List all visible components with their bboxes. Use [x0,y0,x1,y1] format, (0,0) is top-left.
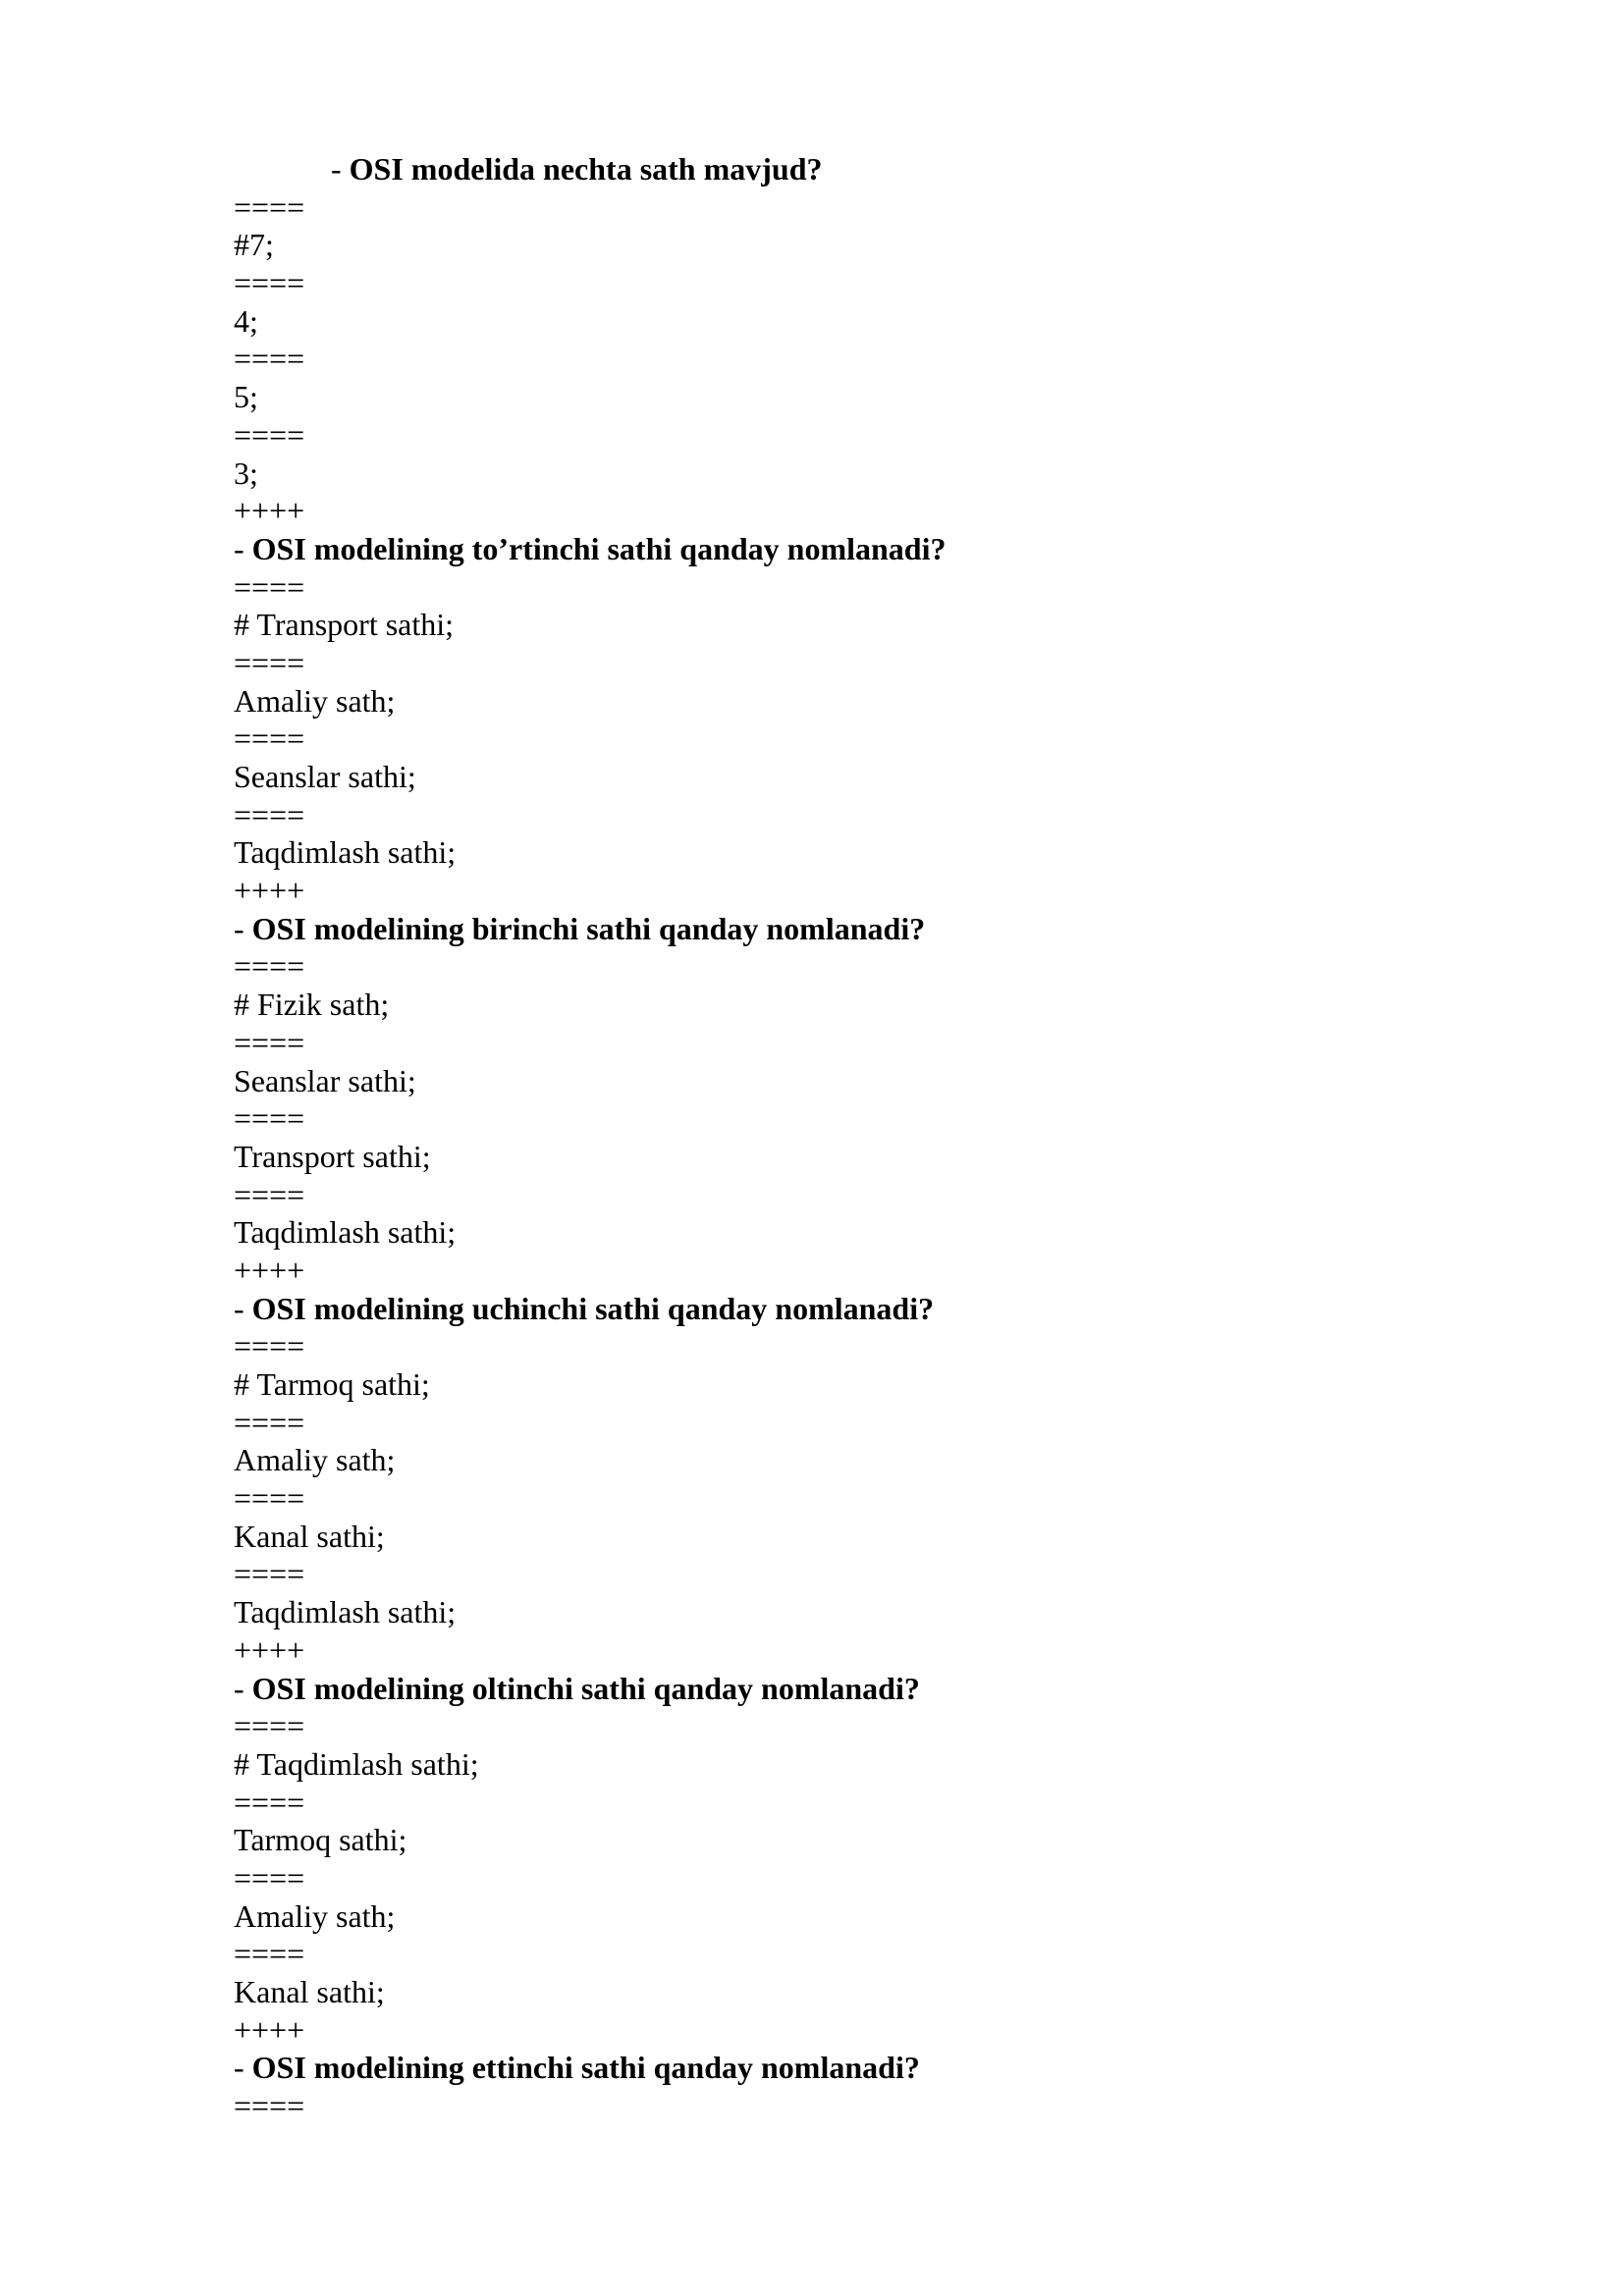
answer-option: Seanslar sathi; [234,759,416,794]
separator-line: ==== [234,1176,305,1212]
question-text: OSI modelining ettinchi sathi qanday nomlanadi? [251,2050,920,2086]
separator-line: ++++ [234,2011,305,2048]
separator-line: ==== [234,1708,305,1744]
separator-line: ==== [234,1404,305,1440]
answer-option: Transport sathi; [234,1138,431,1174]
answer-option: Taqdimlash sathi; [234,834,457,871]
question-dash: - [234,530,252,566]
answer-option: Amaliy sath; [234,1897,396,1934]
separator-line: ==== [234,2088,305,2124]
question-dash: - [331,151,350,187]
separator-line: ==== [234,188,305,225]
answer-option: # Fizik sath; [234,987,390,1023]
separator-line: ==== [234,948,305,985]
question-heading [234,150,1412,188]
answer-option: Tarmoq sathi; [234,1822,407,1858]
answer-option: # Tarmoq sathi; [234,1366,430,1402]
answer-option: #7; [234,227,274,263]
answer-option: 3; [234,454,258,491]
separator-line: ==== [234,265,305,301]
separator-line: ==== [234,1328,305,1364]
answer-option: 4; [234,302,258,339]
question-text: OSI modelining birinchi sathi qanday nomlanadi? [251,910,926,946]
question-heading [234,2049,1412,2087]
question-dash: - [234,1670,252,1706]
question-heading [234,910,1412,948]
answer-option: # Taqdimlash sathi; [234,1745,479,1782]
separator-line: ==== [234,416,305,453]
question-text: OSI modelining oltinchi sathi qanday nomlanadi? [251,1670,920,1706]
question-dash: - [234,910,252,946]
separator-line: ==== [234,1784,305,1820]
separator-line: ++++ [234,493,305,529]
separator-line: ==== [234,1936,305,1972]
answer-option: Amaliy sath; [234,1442,396,1478]
separator-line: ==== [234,1556,305,1592]
separator-line: ==== [234,1024,305,1060]
question-heading [234,1290,1412,1328]
answer-option: Kanal sathi; [234,1518,385,1554]
separator-line: ==== [234,796,305,832]
separator-line: ==== [234,341,305,377]
question-text: OSI modelining to’rtinchi sathi qanday nomlanadi? [251,530,947,566]
answer-option: Amaliy sath; [234,682,396,719]
document-body [234,150,1412,2125]
answer-option: Seanslar sathi; [234,1062,416,1098]
question-heading [234,530,1412,568]
answer-option: Taqdimlash sathi; [234,1214,457,1251]
question-dash: - [234,2050,252,2086]
question-text: OSI modelida nechta sath mavjud? [349,151,823,187]
answer-option: Kanal sathi; [234,1974,385,2009]
answer-option: # Transport sathi; [234,607,455,643]
separator-line: ==== [234,1480,305,1517]
question-heading [234,1670,1412,1708]
separator-line: ==== [234,644,305,680]
separator-line: ==== [234,568,305,605]
separator-line: ++++ [234,1631,305,1668]
answer-option: Taqdimlash sathi; [234,1594,457,1630]
separator-line: ++++ [234,1252,305,1288]
question-dash: - [234,1290,252,1326]
separator-line: ==== [234,721,305,757]
separator-line: ++++ [234,873,305,909]
question-text: OSI modelining uchinchi sathi qanday nomlanadi? [251,1290,935,1326]
separator-line: ==== [234,1100,305,1137]
answer-option: 5; [234,379,258,415]
separator-line: ==== [234,1859,305,1896]
